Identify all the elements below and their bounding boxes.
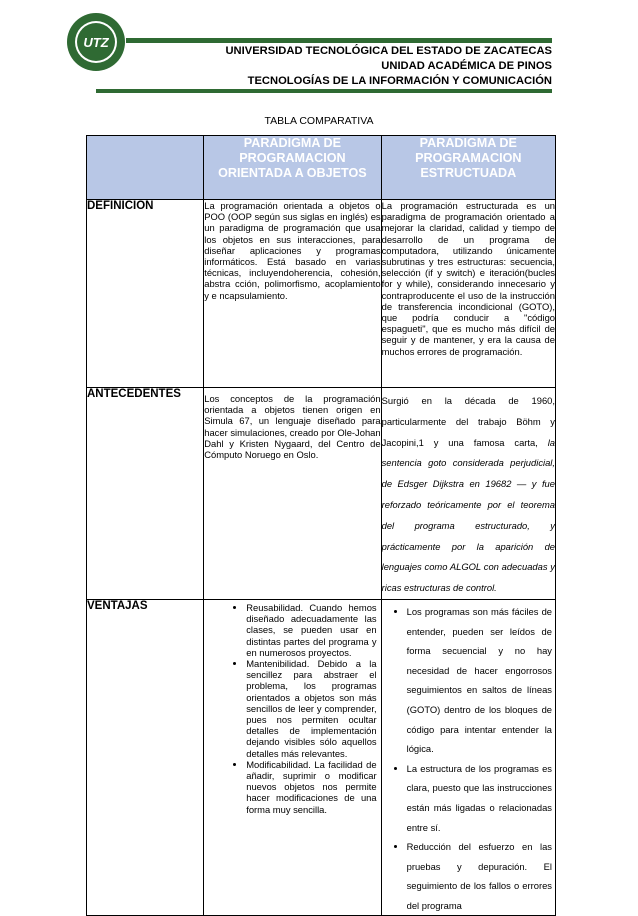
logo-text: UTZ <box>83 35 109 50</box>
table-row-definicion <box>87 200 556 388</box>
header-rule-bottom <box>96 89 552 93</box>
comparison-table <box>86 135 556 916</box>
list-item: • Modificabilidad. La facilidad de añadir, suprimir o modificar nuevos objetos nos permite hacer modificaciones de una forma muy sencilla. <box>246 759 380 815</box>
table-header-row <box>87 136 556 200</box>
list-item: • Mantenibilidad. Debido a la sencillez para abstraer el problema, los programas orientados a objetos son más sencillos de leer y comprender, pues nos permiten ocultar detalles de implementación dejando visibles sólo aquellos detalles más relevantes. <box>246 658 380 759</box>
ventajas-oop-list <box>204 602 380 815</box>
row-label-antecedentes: ANTECEDENTES <box>87 388 204 600</box>
header-cell-oop: PARADIGMA DE PROGRAMACION ORIENTADA A OBJETOS <box>204 136 381 200</box>
institution-header <box>225 44 552 89</box>
ventajas-oop-cell <box>204 599 381 916</box>
header-rule-top <box>126 38 552 43</box>
row-label-ventajas: VENTAJAS <box>87 599 204 916</box>
ventajas-structured-list <box>382 602 555 916</box>
list-item: • Los programas son más fáciles de entender, pueden ser leídos de forma secuencial y no hay necesidad de hacer engorrosos seguimientos en saltos de líneas (GOTO) dentro de los bloques de código para intentar entender la lógica. <box>407 602 555 759</box>
list-item: • Reusabilidad. Cuando hemos diseñado adecuadamente las clases, se pueden usar en distintas partes del programa y en numerosos proyectos. <box>246 602 380 658</box>
ventajas-structured-cell <box>381 599 555 916</box>
row-label-definicion: DEFINICION <box>87 200 204 388</box>
table-row-ventajas <box>87 599 556 916</box>
antecedentes-structured-italic: la sentencia goto considerada perjudicial, de Edsger Dijkstra en 19682 — y fue reforzado teóricamente por el teorema del programa estructurado, y prácticamente por la aparición de lenguajes como ALGOL con adecuadas y ricas estructuras de control. <box>381 436 555 594</box>
header-cell-empty <box>87 136 204 200</box>
university-logo <box>66 12 126 72</box>
definicion-structured-cell: La programación estructurada es un paradigma de programación orientado a mejorar la claridad, calidad y tiempo de desarrollo de un programa de computadora, utilizando únicamente subrutinas y tres estructuras: secuencia, selección (if y switch) e iteración(bucles for y while), considerando innecesario y contraproducente el uso de la instrucción de transferencia incondicional (GOTO), que podría conducir a "código espagueti", que es mucho más difícil de seguir y de mantener, y era la causa de muchos errores de programación. <box>381 200 555 388</box>
table-row-antecedentes <box>87 388 556 600</box>
list-item: • Reducción del esfuerzo en las pruebas y depuración. El seguimiento de los fallos o errores del programa <box>407 837 555 915</box>
header-cell-structured: PARADIGMA DE PROGRAMACION ESTRUCTUADA <box>381 136 555 200</box>
list-item: • La estructura de los programas es clara, puesto que las instrucciones están más ligadas o relacionadas entre sí. <box>407 759 555 837</box>
antecedentes-structured-cell <box>381 388 555 600</box>
document-title: TABLA COMPARATIVA <box>264 115 374 127</box>
header-line-program: TECNOLOGÍAS DE LA INFORMACIÓN Y COMUNICACIÓN <box>247 75 552 87</box>
antecedentes-structured-plain: Surgió en la década de 1960, particularmente del trabajo Böhm y Jacopini,1 y una famosa carta, <box>381 395 555 448</box>
header-line-unit: UNIDAD ACADÉMICA DE PINOS <box>381 60 552 72</box>
definicion-oop-cell: La programación orientada a objetos o POO (OOP según sus siglas en inglés) es un paradigma de programación que usa los objetos en sus interacciones, para diseñar aplicaciones y programas informáticos. Está basado en varias técnicas, incluyendoherencia, cohesión, abstra cción, polimorfismo, acoplamiento y e ncapsulamiento. <box>204 200 381 388</box>
header-line-university: UNIVERSIDAD TECNOLÓGICA DEL ESTADO DE ZACATECAS <box>225 45 552 57</box>
antecedentes-oop-cell: Los conceptos de la programación orientada a objetos tienen origen en Simula 67, un lenguaje diseñado para hacer simulaciones, creado por Ole-Johan Dahl y Kristen Nygaard, del Centro de Cómputo Noruego en Oslo. <box>204 388 381 600</box>
